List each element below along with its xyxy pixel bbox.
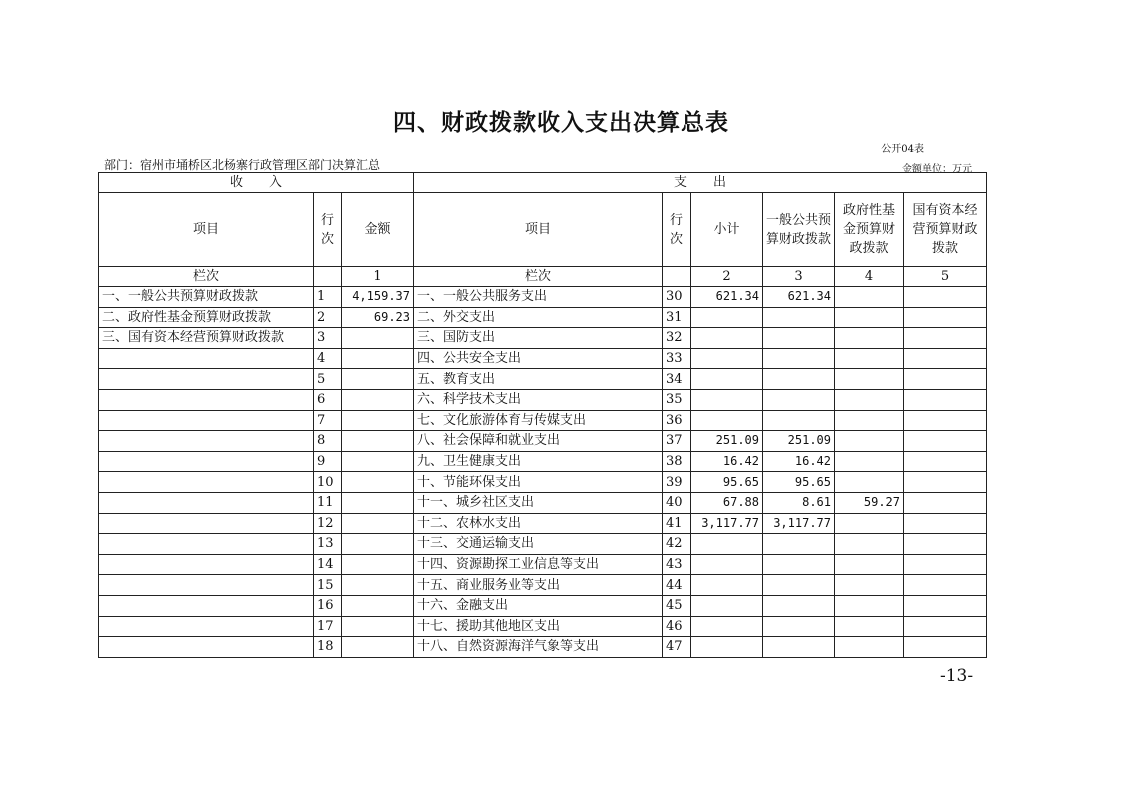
income-amount-cell bbox=[342, 595, 414, 616]
gov-fund-cell bbox=[835, 410, 904, 431]
index-blank-right bbox=[663, 267, 691, 287]
header-income-item: 项目 bbox=[99, 193, 314, 267]
income-line-cell: 10 bbox=[314, 472, 342, 493]
table-row bbox=[99, 307, 987, 328]
income-amount-cell bbox=[342, 637, 414, 658]
table-row bbox=[99, 348, 987, 369]
table-row bbox=[99, 472, 987, 493]
income-amount-cell bbox=[342, 472, 414, 493]
gov-fund-cell bbox=[835, 328, 904, 349]
income-item-cell bbox=[99, 554, 314, 575]
expense-line-cell: 33 bbox=[663, 348, 691, 369]
income-line-cell: 18 bbox=[314, 637, 342, 658]
income-item-cell: 二、政府性基金预算财政拨款 bbox=[99, 307, 314, 328]
income-line-cell: 2 bbox=[314, 307, 342, 328]
table-row bbox=[99, 451, 987, 472]
general-budget-cell: 251.09 bbox=[763, 431, 835, 452]
state-capital-cell bbox=[904, 348, 987, 369]
income-amount-cell bbox=[342, 369, 414, 390]
expense-item-cell: 十四、资源勘探工业信息等支出 bbox=[414, 554, 663, 575]
general-budget-cell bbox=[763, 348, 835, 369]
table-row bbox=[99, 595, 987, 616]
expense-item-cell: 七、文化旅游体育与传媒支出 bbox=[414, 410, 663, 431]
state-capital-cell bbox=[904, 328, 987, 349]
income-line-cell: 9 bbox=[314, 451, 342, 472]
expense-item-cell: 十七、援助其他地区支出 bbox=[414, 616, 663, 637]
general-budget-cell bbox=[763, 595, 835, 616]
expense-item-cell: 二、外交支出 bbox=[414, 307, 663, 328]
expense-line-cell: 32 bbox=[663, 328, 691, 349]
table-row bbox=[99, 637, 987, 658]
state-capital-cell bbox=[904, 369, 987, 390]
income-line-cell: 3 bbox=[314, 328, 342, 349]
expense-item-cell: 六、科学技术支出 bbox=[414, 389, 663, 410]
header-state-capital: 国有资本经营预算财政拨款 bbox=[904, 193, 987, 267]
income-amount-cell bbox=[342, 431, 414, 452]
expense-line-cell: 36 bbox=[663, 410, 691, 431]
expense-item-cell: 一、一般公共服务支出 bbox=[414, 287, 663, 308]
income-item-cell bbox=[99, 369, 314, 390]
income-amount-cell bbox=[342, 410, 414, 431]
department-label: 部门：宿州市埇桥区北杨寨行政管理区部门决算汇总 bbox=[104, 158, 381, 172]
expense-item-cell: 十八、自然资源海洋气象等支出 bbox=[414, 637, 663, 658]
income-item-cell: 一、一般公共预算财政拨款 bbox=[99, 287, 314, 308]
income-amount-cell: 4,159.37 bbox=[342, 287, 414, 308]
expense-line-cell: 38 bbox=[663, 451, 691, 472]
general-budget-cell bbox=[763, 534, 835, 555]
table-row bbox=[99, 554, 987, 575]
section-header-row bbox=[99, 173, 987, 193]
income-line-cell: 14 bbox=[314, 554, 342, 575]
table-row bbox=[99, 513, 987, 534]
expense-line-cell: 46 bbox=[663, 616, 691, 637]
table-row bbox=[99, 328, 987, 349]
income-item-cell bbox=[99, 637, 314, 658]
subtotal-cell bbox=[691, 534, 763, 555]
index-5: 5 bbox=[904, 267, 987, 287]
general-budget-cell bbox=[763, 637, 835, 658]
gov-fund-cell: 59.27 bbox=[835, 492, 904, 513]
income-item-cell: 三、国有资本经营预算财政拨款 bbox=[99, 328, 314, 349]
gov-fund-cell bbox=[835, 431, 904, 452]
header-general-budget: 一般公共预算财政拨款 bbox=[763, 193, 835, 267]
expense-line-cell: 43 bbox=[663, 554, 691, 575]
general-budget-cell: 95.65 bbox=[763, 472, 835, 493]
table-row bbox=[99, 410, 987, 431]
state-capital-cell bbox=[904, 472, 987, 493]
income-header: 收 入 bbox=[99, 173, 414, 193]
subtotal-cell bbox=[691, 595, 763, 616]
income-amount-cell bbox=[342, 616, 414, 637]
expense-line-cell: 31 bbox=[663, 307, 691, 328]
expense-item-cell: 十六、金融支出 bbox=[414, 595, 663, 616]
subtotal-cell: 67.88 bbox=[691, 492, 763, 513]
state-capital-cell bbox=[904, 534, 987, 555]
income-line-cell: 15 bbox=[314, 575, 342, 596]
state-capital-cell bbox=[904, 492, 987, 513]
income-item-cell bbox=[99, 431, 314, 452]
subtotal-cell: 621.34 bbox=[691, 287, 763, 308]
general-budget-cell bbox=[763, 554, 835, 575]
income-item-cell bbox=[99, 389, 314, 410]
subtotal-cell bbox=[691, 637, 763, 658]
subtotal-cell bbox=[691, 410, 763, 431]
column-header-row bbox=[99, 193, 987, 267]
income-line-cell: 6 bbox=[314, 389, 342, 410]
gov-fund-cell bbox=[835, 287, 904, 308]
income-item-cell bbox=[99, 616, 314, 637]
index-label-left: 栏次 bbox=[99, 267, 314, 287]
form-code: 公开04表 bbox=[881, 144, 924, 155]
state-capital-cell bbox=[904, 513, 987, 534]
header-expense-line: 行次 bbox=[663, 193, 691, 267]
expense-item-cell: 十、节能环保支出 bbox=[414, 472, 663, 493]
expense-line-cell: 34 bbox=[663, 369, 691, 390]
income-item-cell bbox=[99, 472, 314, 493]
income-line-cell: 5 bbox=[314, 369, 342, 390]
gov-fund-cell bbox=[835, 554, 904, 575]
general-budget-cell: 3,117.77 bbox=[763, 513, 835, 534]
page-title: 四、财政拨款收入支出决算总表 bbox=[393, 109, 729, 136]
income-amount-cell: 69.23 bbox=[342, 307, 414, 328]
income-line-cell: 7 bbox=[314, 410, 342, 431]
income-item-cell bbox=[99, 451, 314, 472]
table-row bbox=[99, 389, 987, 410]
subtotal-cell bbox=[691, 389, 763, 410]
general-budget-cell bbox=[763, 575, 835, 596]
state-capital-cell bbox=[904, 637, 987, 658]
state-capital-cell bbox=[904, 287, 987, 308]
expense-line-cell: 42 bbox=[663, 534, 691, 555]
expense-line-cell: 41 bbox=[663, 513, 691, 534]
gov-fund-cell bbox=[835, 472, 904, 493]
subtotal-cell: 16.42 bbox=[691, 451, 763, 472]
income-amount-cell bbox=[342, 328, 414, 349]
table-row bbox=[99, 575, 987, 596]
income-line-cell: 4 bbox=[314, 348, 342, 369]
subtotal-cell: 251.09 bbox=[691, 431, 763, 452]
income-item-cell bbox=[99, 348, 314, 369]
gov-fund-cell bbox=[835, 451, 904, 472]
gov-fund-cell bbox=[835, 348, 904, 369]
general-budget-cell bbox=[763, 307, 835, 328]
expense-item-cell: 十二、农林水支出 bbox=[414, 513, 663, 534]
expense-line-cell: 30 bbox=[663, 287, 691, 308]
income-line-cell: 12 bbox=[314, 513, 342, 534]
state-capital-cell bbox=[904, 307, 987, 328]
income-line-cell: 17 bbox=[314, 616, 342, 637]
gov-fund-cell bbox=[835, 307, 904, 328]
table-row bbox=[99, 287, 987, 308]
gov-fund-cell bbox=[835, 369, 904, 390]
subtotal-cell bbox=[691, 328, 763, 349]
income-item-cell bbox=[99, 575, 314, 596]
expense-item-cell: 四、公共安全支出 bbox=[414, 348, 663, 369]
index-3: 3 bbox=[763, 267, 835, 287]
expense-item-cell: 十一、城乡社区支出 bbox=[414, 492, 663, 513]
index-1: 1 bbox=[342, 267, 414, 287]
income-line-cell: 16 bbox=[314, 595, 342, 616]
gov-fund-cell bbox=[835, 637, 904, 658]
income-amount-cell bbox=[342, 575, 414, 596]
subtotal-cell bbox=[691, 554, 763, 575]
header-income-amount: 金额 bbox=[342, 193, 414, 267]
state-capital-cell bbox=[904, 575, 987, 596]
income-amount-cell bbox=[342, 348, 414, 369]
subtotal-cell bbox=[691, 369, 763, 390]
income-item-cell bbox=[99, 595, 314, 616]
state-capital-cell bbox=[904, 431, 987, 452]
state-capital-cell bbox=[904, 616, 987, 637]
income-item-cell bbox=[99, 492, 314, 513]
expense-line-cell: 39 bbox=[663, 472, 691, 493]
general-budget-cell bbox=[763, 369, 835, 390]
expense-item-cell: 五、教育支出 bbox=[414, 369, 663, 390]
general-budget-cell bbox=[763, 389, 835, 410]
index-blank-left bbox=[314, 267, 342, 287]
income-item-cell bbox=[99, 410, 314, 431]
gov-fund-cell bbox=[835, 616, 904, 637]
state-capital-cell bbox=[904, 595, 987, 616]
table-row bbox=[99, 616, 987, 637]
expense-item-cell: 十五、商业服务业等支出 bbox=[414, 575, 663, 596]
income-amount-cell bbox=[342, 554, 414, 575]
expense-item-cell: 九、卫生健康支出 bbox=[414, 451, 663, 472]
gov-fund-cell bbox=[835, 389, 904, 410]
income-amount-cell bbox=[342, 389, 414, 410]
page-number: -13- bbox=[940, 666, 974, 686]
index-2: 2 bbox=[691, 267, 763, 287]
general-budget-cell bbox=[763, 410, 835, 431]
index-label-right: 栏次 bbox=[414, 267, 663, 287]
gov-fund-cell bbox=[835, 595, 904, 616]
income-line-cell: 13 bbox=[314, 534, 342, 555]
unit-label: 金额单位：万元 bbox=[902, 164, 972, 175]
state-capital-cell bbox=[904, 389, 987, 410]
state-capital-cell bbox=[904, 451, 987, 472]
expense-line-cell: 47 bbox=[663, 637, 691, 658]
subtotal-cell bbox=[691, 616, 763, 637]
income-item-cell bbox=[99, 513, 314, 534]
expense-line-cell: 45 bbox=[663, 595, 691, 616]
income-line-cell: 8 bbox=[314, 431, 342, 452]
income-amount-cell bbox=[342, 534, 414, 555]
state-capital-cell bbox=[904, 554, 987, 575]
income-amount-cell bbox=[342, 492, 414, 513]
subtotal-cell bbox=[691, 348, 763, 369]
income-item-cell bbox=[99, 534, 314, 555]
expense-item-cell: 八、社会保障和就业支出 bbox=[414, 431, 663, 452]
income-amount-cell bbox=[342, 513, 414, 534]
income-amount-cell bbox=[342, 451, 414, 472]
income-line-cell: 1 bbox=[314, 287, 342, 308]
expense-item-cell: 三、国防支出 bbox=[414, 328, 663, 349]
gov-fund-cell bbox=[835, 575, 904, 596]
gov-fund-cell bbox=[835, 534, 904, 555]
fiscal-summary-table bbox=[98, 172, 987, 658]
general-budget-cell: 8.61 bbox=[763, 492, 835, 513]
header-expense-item: 项目 bbox=[414, 193, 663, 267]
table-row bbox=[99, 492, 987, 513]
column-index-row bbox=[99, 267, 987, 287]
expense-item-cell: 十三、交通运输支出 bbox=[414, 534, 663, 555]
general-budget-cell bbox=[763, 616, 835, 637]
subtotal-cell: 3,117.77 bbox=[691, 513, 763, 534]
general-budget-cell bbox=[763, 328, 835, 349]
expense-line-cell: 37 bbox=[663, 431, 691, 452]
general-budget-cell: 621.34 bbox=[763, 287, 835, 308]
expense-line-cell: 35 bbox=[663, 389, 691, 410]
subtotal-cell bbox=[691, 307, 763, 328]
general-budget-cell: 16.42 bbox=[763, 451, 835, 472]
subtotal-cell bbox=[691, 575, 763, 596]
table-row bbox=[99, 534, 987, 555]
table-row bbox=[99, 431, 987, 452]
header-income-line: 行次 bbox=[314, 193, 342, 267]
header-gov-fund: 政府性基金预算财政拨款 bbox=[835, 193, 904, 267]
expense-line-cell: 40 bbox=[663, 492, 691, 513]
state-capital-cell bbox=[904, 410, 987, 431]
header-subtotal: 小计 bbox=[691, 193, 763, 267]
expense-line-cell: 44 bbox=[663, 575, 691, 596]
index-4: 4 bbox=[835, 267, 904, 287]
table-row bbox=[99, 369, 987, 390]
gov-fund-cell bbox=[835, 513, 904, 534]
expense-header: 支 出 bbox=[414, 173, 987, 193]
income-line-cell: 11 bbox=[314, 492, 342, 513]
subtotal-cell: 95.65 bbox=[691, 472, 763, 493]
